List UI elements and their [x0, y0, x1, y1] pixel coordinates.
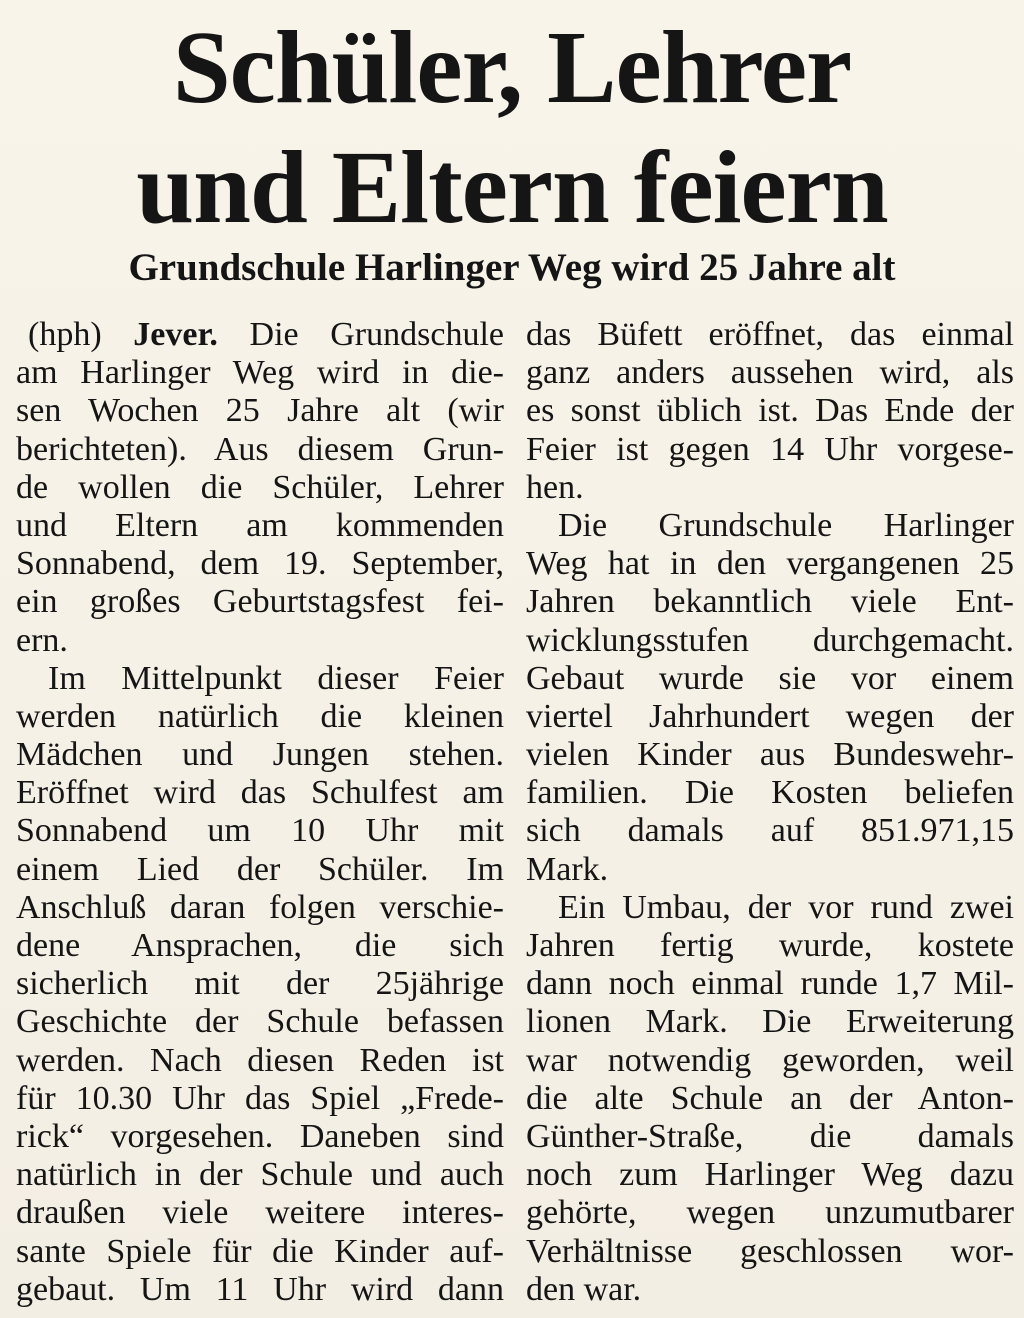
article-line-right-1: das Büfett eröffnet, das einmal: [526, 316, 1014, 353]
article-line-left-13: Eröffnet wird das Schulfest am: [16, 774, 504, 812]
article-line-left-26: gebaut. Um 11 Uhr wird dann: [16, 1270, 504, 1308]
article-line-left-16: Anschluß daran folgen verschie-: [16, 888, 504, 926]
headline-line-1: Schüler, Lehrer: [172, 10, 852, 125]
article-line-right-9: wicklungsstufen durchgemacht.: [526, 621, 1014, 659]
article-line-left-23: natürlich in der Schule und auch: [16, 1156, 504, 1194]
article-line-left-9: ern.: [16, 621, 68, 659]
article-line-left-5: de wollen die Schüler, Lehrer: [16, 468, 504, 506]
article-line-right-11: viertel Jahrhundert wegen der: [526, 697, 1014, 735]
article-line-left-2: am Harlinger Weg wird in die-: [16, 354, 504, 392]
article-line-left-12: Mädchen und Jungen stehen.: [16, 736, 504, 774]
article-line-left-1: [16, 316, 504, 354]
article-line-left-4: berichteten). Aus diesem Grun-: [16, 430, 504, 468]
article-line-left-6: und Eltern am kommenden: [16, 506, 504, 544]
article-line-right-14: sich damals auf 851.971,15: [526, 812, 1014, 850]
article-line-right-22: Günther-Straße, die damals: [526, 1117, 1014, 1155]
article-line-right-23: noch zum Harlinger Weg dazu: [526, 1156, 1014, 1194]
article-line-left-14: Sonnabend um 10 Uhr mit: [16, 812, 504, 850]
article-line-left-15: einem Lied der Schüler. Im: [16, 850, 504, 888]
article-line-left-21: für 10.30 Uhr das Spiel „Frede-: [16, 1079, 504, 1117]
article-line-right-25: Verhältnisse geschlossen wor-: [526, 1232, 1014, 1270]
article-location: Jever.: [133, 316, 218, 353]
article-line-right-2: ganz anders aussehen wird, als: [526, 354, 1014, 392]
article-line-left-20: werden. Nach diesen Reden ist: [16, 1041, 504, 1079]
article-line-left-18: sicherlich mit der 25jährige: [16, 965, 504, 1003]
article-line-right-24: gehörte, wegen unzumutbarer: [526, 1194, 1014, 1232]
article-prefix: (hph): [28, 316, 134, 353]
article-line-left-25: sante Spiele für die Kinder auf-: [16, 1232, 504, 1270]
subheadline: Grundschule Harlinger Weg wird 25 Jahre alt: [128, 246, 896, 289]
article-line-right-8: Jahren bekanntlich viele Ent-: [526, 583, 1014, 621]
article-column-right: [526, 316, 1014, 1309]
article-line-left-10: Im Mittelpunkt dieser Feier: [48, 659, 504, 697]
article-line-right-13: familien. Die Kosten beliefen: [526, 774, 1014, 812]
headline-line-2: und Eltern feiern: [136, 130, 888, 245]
article-line-right-26: den war.: [526, 1270, 642, 1308]
article-line-right-4: Feier ist gegen 14 Uhr vorgese-: [526, 430, 1014, 468]
article-line-left-19: Geschichte der Schule befassen: [16, 1003, 504, 1041]
article-line-right-7: Weg hat in den vergangenen 25: [526, 545, 1014, 583]
article-column-left: [16, 316, 504, 1309]
article-line-right-15: Mark.: [526, 850, 609, 888]
article-line-right-12: vielen Kinder aus Bundeswehr-: [526, 736, 1014, 774]
article-line-left-17: dene Ansprachen, die sich: [16, 927, 504, 964]
article-line-left-24: draußen viele weitere interes-: [16, 1194, 504, 1232]
article-line-right-10: Gebaut wurde sie vor einem: [526, 659, 1014, 697]
article-line-right-20: war notwendig geworden, weil: [526, 1041, 1014, 1079]
article-line-right-16: Ein Umbau, der vor rund zwei: [558, 888, 1014, 926]
article-line-left-8: ein großes Geburtstagsfest fei-: [16, 583, 504, 621]
article-line-right-21: die alte Schule an der Anton-: [526, 1079, 1014, 1117]
article-line-left-11: werden natürlich die kleinen: [16, 697, 504, 735]
article-line-left-7: Sonnabend, dem 19. September,: [16, 545, 504, 583]
article-line-left-22: rick“ vorgesehen. Daneben sind: [16, 1117, 504, 1155]
article-line-right-3: es sonst üblich ist. Das Ende der: [526, 392, 1014, 430]
article-line-left-3: sen Wochen 25 Jahre alt (wir: [16, 392, 504, 430]
article-line-right-19: lionen Mark. Die Erweiterung: [526, 1003, 1014, 1041]
article-line-right-5: hen.: [526, 468, 584, 506]
article-line-right-17: Jahren fertig wurde, kostete: [526, 927, 1014, 964]
article-line-right-18: dann noch einmal runde 1,7 Mil-: [526, 965, 1014, 1003]
article-first-line-rest: Die Grundschule: [217, 316, 504, 353]
article-line-right-6: Die Grundschule Harlinger: [558, 506, 1014, 544]
